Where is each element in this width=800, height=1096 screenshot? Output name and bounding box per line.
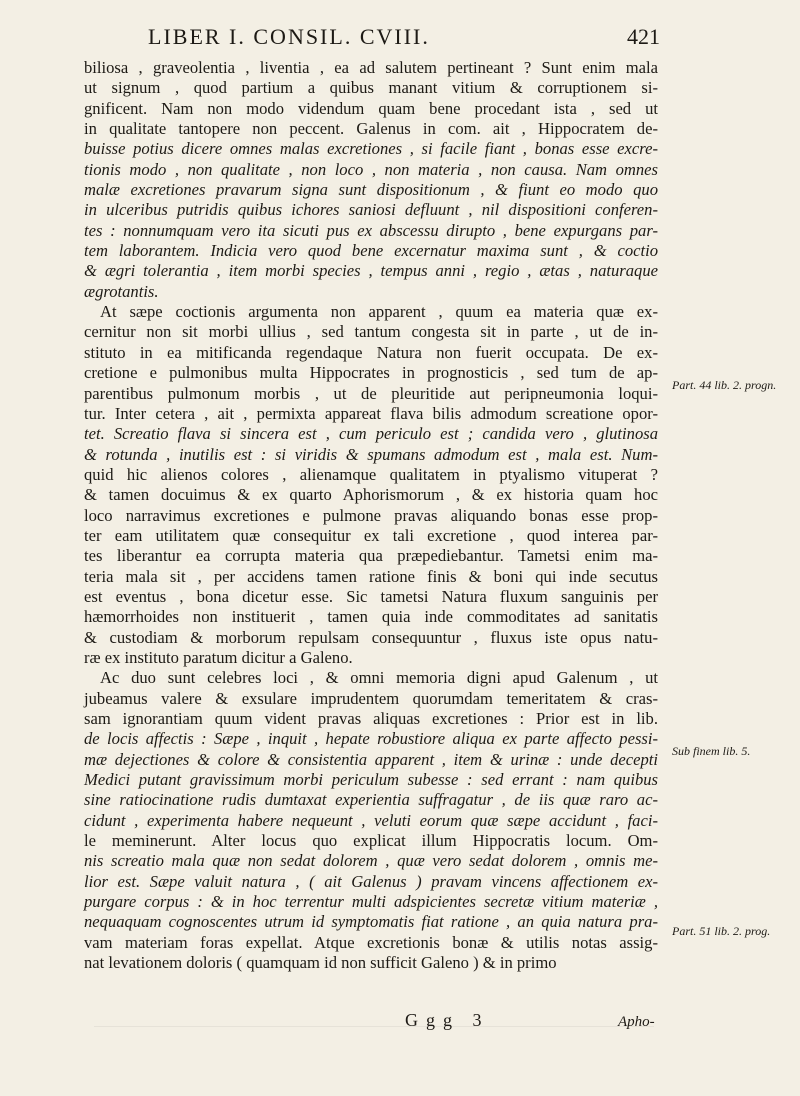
text-line: Ac duo sunt celebres loci , & omni memoria digni apud Galenum , ut (100, 668, 658, 688)
body-text (84, 58, 658, 973)
text-line: vam materiam foras expellat. Atque excretionis bonæ & utilis notas assig- (84, 932, 658, 952)
page-number: 421 (627, 24, 660, 49)
text-line: ægrotantis. (84, 281, 159, 301)
text-line: tem laborantem. Indicia vero quod bene excernatur maxima sunt , & coctio (84, 241, 658, 261)
text-line: & rotunda , inutilis est : si viridis & spumans admodum est , mala est. Num- (84, 444, 658, 464)
text-line: lior est. Sæpe valuit natura , ( ait Galenus ) pravam vincens affectionem ex- (84, 871, 658, 891)
text-line: & custodiam & morborum repulsam consequuntur , fluxus iste opus natu- (84, 627, 658, 647)
text-line: ter eam utilitatem quæ consequitur ex tali excretione , quod interea par- (84, 525, 658, 545)
signature-mark: Ggg 3 (405, 1010, 490, 1030)
text-line: tes : nonnumquam vero ita sicuti pus ex abscessu dirupto , bene expurgans par- (84, 220, 658, 240)
catchword: Apho- (618, 1014, 655, 1030)
text-line: loco narravimus excretiones e pulmone pravas aliquando bonas esse prop- (84, 505, 658, 525)
text-line: buisse potius dicere omnes malas excretiones , si facile fiant , bonas esse excre- (84, 139, 658, 159)
text-line: le meminerunt. Alter locus quo explicat illum Hippocratis locum. Om- (84, 831, 658, 851)
text-line: tur. Inter cetera , ait , permixta appareat flava bilis admodum screatione opor- (84, 403, 658, 423)
text-line: malæ excretiones pravarum signa sunt dispositionum , & fiunt eo modo quo (84, 180, 658, 200)
text-line: quid hic alienos colores , alienamque qualitatem in ptyalismo vituperat ? (84, 464, 658, 484)
margin-note: Part. 44 lib. 2. progn. (672, 378, 777, 392)
text-line: & ægri tolerantia , item morbi species , tempus anni , regio , ætas , naturaque (84, 261, 658, 281)
text-line: cernitur non sit morbi ullius , sed tantum congesta sit in parte , ut de in- (84, 322, 658, 342)
text-line: Medici putant gravissimum morbi periculum subesse : sed errant : nam quibus (84, 770, 658, 790)
text-line: cretione e pulmonibus multa Hippocrates in prognosticis , sed tum de ap- (84, 363, 658, 383)
text-line: biliosa , graveolentia , liventia , ea ad salutem pertineant ? Sunt enim mala (84, 58, 658, 77)
text-line: ræ ex instituto paratum dicitur a Galeno. (84, 647, 353, 667)
text-line: At sæpe coctionis argumenta non apparent , quum ea materia quæ ex- (100, 302, 658, 322)
text-line: de locis affectis : Sæpe , inquit , hepate robustiore aliqua ex parte affecto pessi- (84, 729, 658, 749)
text-line: tes liberantur ea corrupta materia qua præpediebantur. Tametsi enim ma- (84, 546, 658, 566)
text-line: nis screatio mala quæ non sedat dolorem , quæ vero sedat dolorem , omnis me- (84, 851, 658, 871)
text-line: hæmorrhoides non instituerit , tamen quia inde commoditates ad sanitatis (84, 607, 658, 627)
text-line: gnificent. Nam non modo videndum quam bene procedant ista , sed ut (84, 98, 658, 118)
text-line: tet. Screatio flava si sincera est , cum periculo est ; candida vero , glutinosa (84, 424, 658, 444)
text-line: est eventus , bona dicetur esse. Sic tametsi Natura fluxum sanguinis per (84, 586, 658, 606)
text-line: tionis modo , non qualitate , non loco , non materia , non causa. Nam omnes (84, 159, 658, 179)
text-line: stituto in ea mitificanda regendaque Natura non fuerit occupata. De ex- (84, 342, 658, 362)
text-line: sine ratiocinatione rudis dumtaxat experientia suffragatur , de iis quæ raro ac- (84, 790, 658, 810)
text-line: in qualitate tantopere non peccent. Galenus in com. ait , Hippocratem de- (84, 119, 658, 139)
text-line: mæ dejectiones & colore & consistentia apparent , item & urinæ : unde decepti (84, 749, 658, 769)
text-line: jubeamus valere & exsulare imprudentem quorumdam temeritatem & cras- (84, 688, 658, 708)
text-line: nequaquam cognoscentes utrum id symptomatis fiat ratione , an quia natura pra- (84, 912, 658, 932)
text-line: ut signum , quod partium a quibus manant vitium & corruptionem si- (84, 78, 658, 98)
text-line: parentibus pulmonum morbis , ut de pleuritide aut peripneumonia loqui- (84, 383, 658, 403)
text-line: purgare corpus : & in hoc terrentur multi adspicientes secretæ vitium materiæ , (84, 892, 658, 912)
text-line: teria mala sit , per accidens tamen ratione finis & boni qui inde secutus (84, 566, 658, 586)
text-line: in ulceribus putridis quibus ichores saniosi defluunt , nil dispositioni conferen- (84, 200, 658, 220)
text-line: nat levationem doloris ( quamquam id non sufficit Galeno ) & in primo (84, 953, 557, 973)
text-line: & tamen docuimus & ex quarto Aphorismorum , & ex historia quam hoc (84, 485, 658, 505)
show-through (94, 1026, 654, 1027)
text-line: sam ignorantiam quum vident pravas aliquas excretiones : Prior est in lib. (84, 709, 658, 728)
margin-note: Sub finem lib. 5. (672, 744, 751, 758)
text-line: cidunt , experimenta habere nequeunt , veluti eorum quæ sæpe accidunt , faci- (84, 810, 658, 830)
margin-note: Part. 51 lib. 2. prog. (672, 924, 771, 938)
running-head: LIBER I. CONSIL. CVIII. (148, 24, 430, 49)
